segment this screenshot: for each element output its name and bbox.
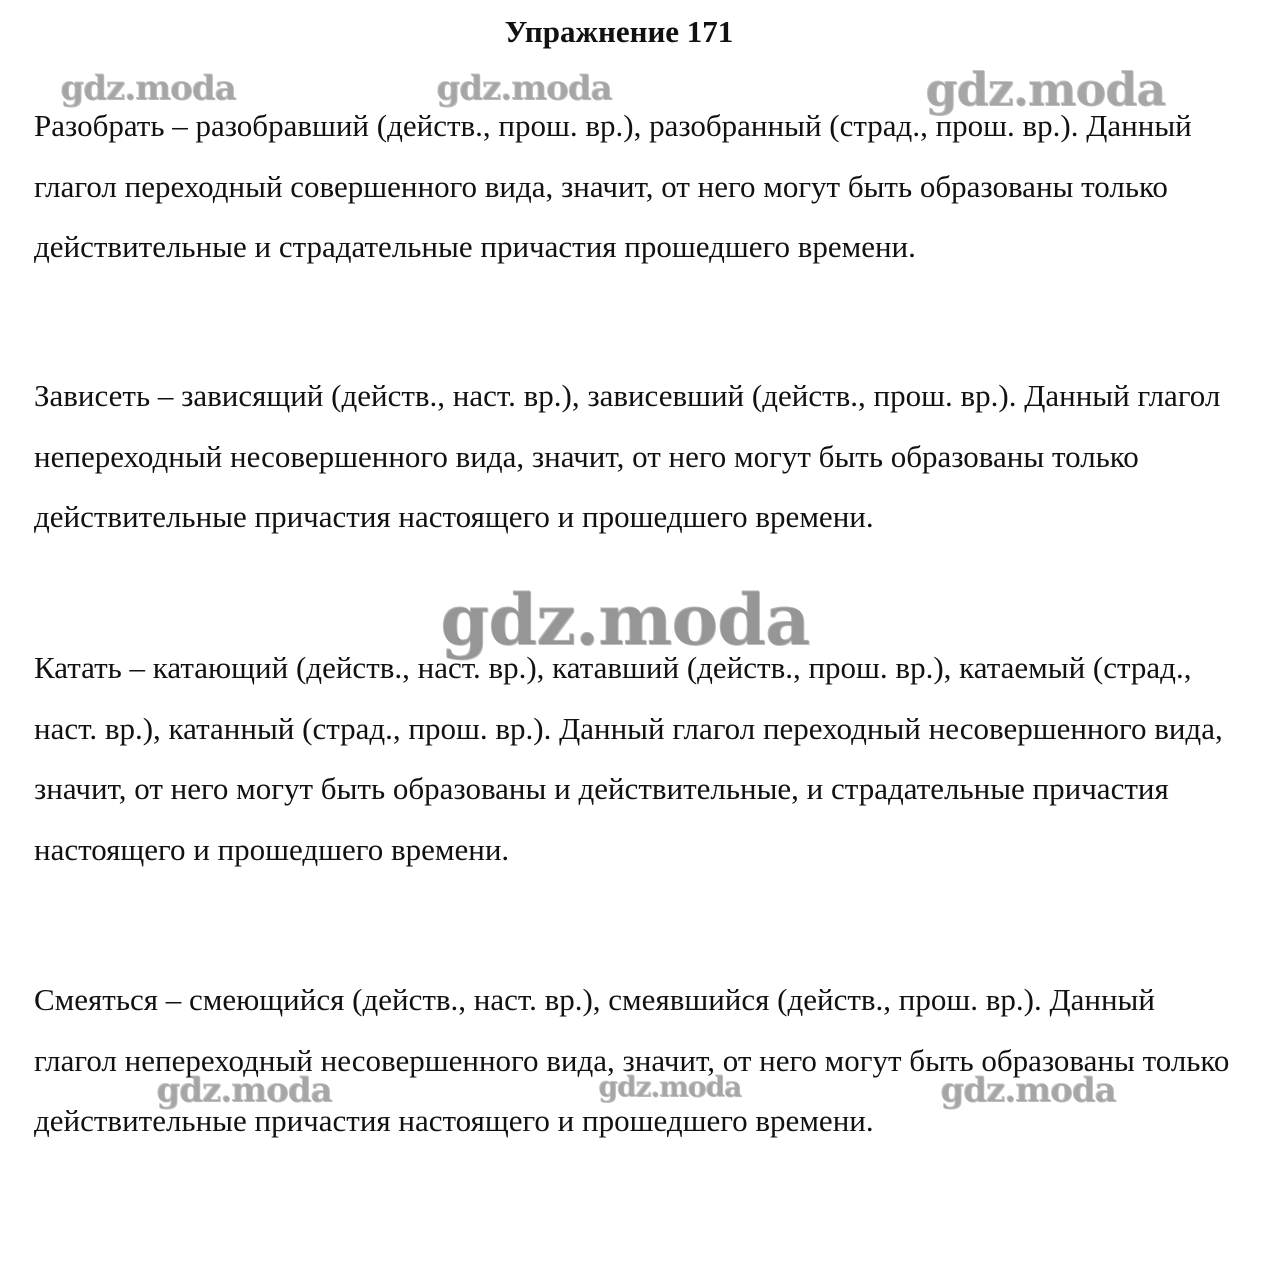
watermark: gdz.moda bbox=[925, 62, 1165, 116]
watermark: gdz.moda bbox=[440, 578, 810, 661]
watermark: gdz.moda bbox=[156, 1070, 332, 1110]
watermark: gdz.moda bbox=[436, 68, 612, 108]
paragraph-razobrat: Разобрать – разобравший (действ., прош. вр.), разобранный (страд., прош. вр.). Данный глагол переходный совершенного вида, значит, от него могут быть образованы только действительные и страдательные причастия прошедшего времени. bbox=[34, 108, 1192, 264]
watermark: gdz.moda bbox=[60, 68, 236, 108]
paragraph-smeyatsya: Смеяться – смеющийся (действ., наст. вр.), смеявшийся (действ., прош. вр.). Данный глагол непереходный несовершенного вида, значит, от него могут быть образованы только действительные причастия настоящего и прошедшего времени. bbox=[34, 982, 1230, 1138]
paragraph-zaviset: Зависеть – зависящий (действ., наст. вр.), зависевший (действ., прош. вр.). Данный глагол непереходный несовершенного вида, значит, от него могут быть образованы только действительные причастия настоящего и прошедшего времени. bbox=[34, 378, 1221, 534]
watermark: gdz.moda bbox=[598, 1070, 741, 1103]
page-title: Упражнение 171 bbox=[504, 14, 734, 49]
paragraph-katat: Катать – катающий (действ., наст. вр.), катавший (действ., прош. вр.), катаемый (страд., наст. вр.), катанный (страд., прош. вр.). Данный глагол переходный несовершенного вида, значит, от него могут быть образованы и действительные, и страдательные причастия настоящего и прошедшего времени. bbox=[34, 650, 1223, 867]
watermark: gdz.moda bbox=[940, 1070, 1116, 1110]
